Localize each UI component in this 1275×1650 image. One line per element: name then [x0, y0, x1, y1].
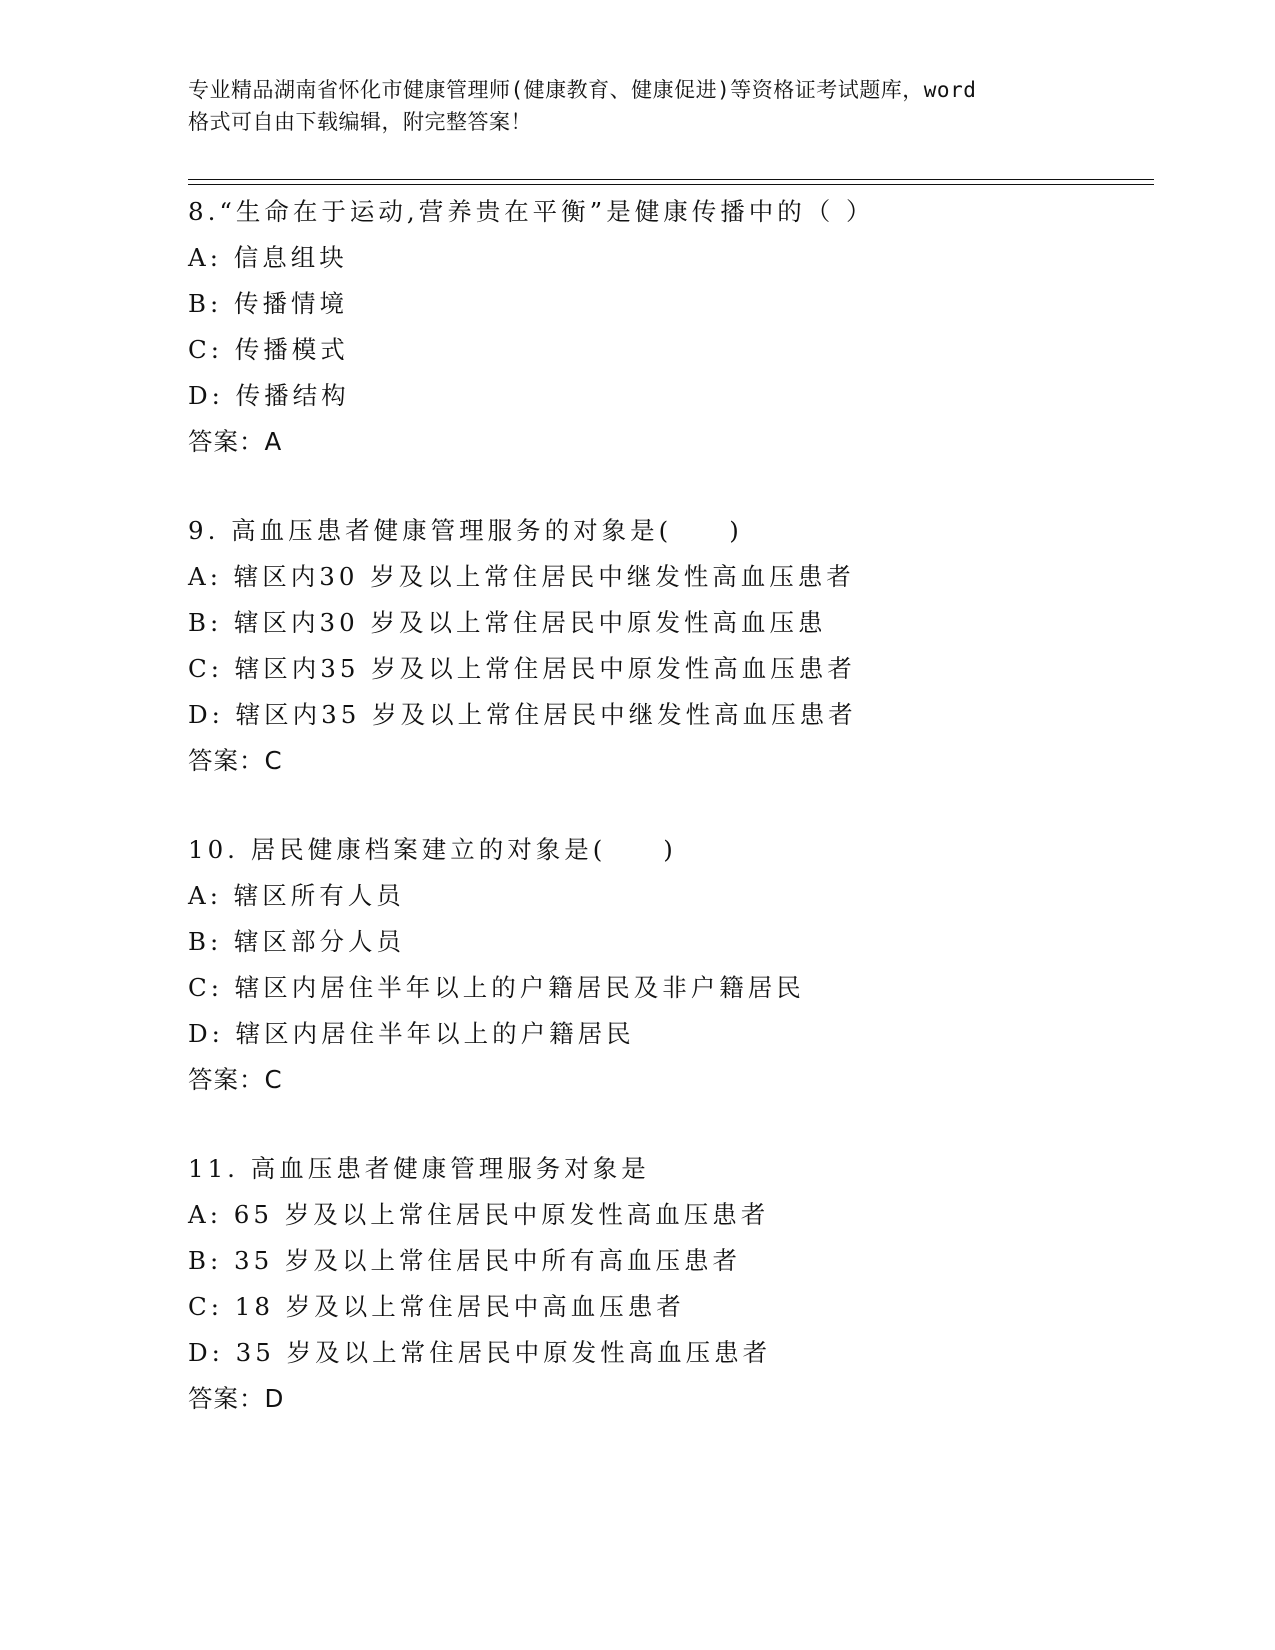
option-a: A: 65 岁及以上常住居民中原发性高血压患者 — [188, 1200, 770, 1229]
option-a: A: 辖区内30 岁及以上常住居民中继发性高血压患者 — [188, 562, 855, 591]
document-header — [188, 74, 1108, 138]
answer-label: 答案： — [188, 1384, 265, 1413]
answer-value: C — [264, 1065, 283, 1094]
answer-label: 答案： — [188, 427, 265, 456]
answer-value: D — [264, 1384, 285, 1413]
answer-row — [188, 738, 1168, 784]
question-8 — [188, 189, 1168, 465]
option-c: C: 辖区内35 岁及以上常住居民中原发性高血压患者 — [188, 654, 856, 683]
answer-row — [188, 1376, 1168, 1422]
option-d: D: 辖区内35 岁及以上常住居民中继发性高血压患者 — [188, 700, 857, 729]
question-11 — [188, 1146, 1168, 1422]
option-c: C: 辖区内居住半年以上的户籍居民及非户籍居民 — [188, 973, 805, 1002]
question-stem: 8.“生命在于运动,营养贵在平衡”是健康传播中的（ ） — [188, 197, 875, 226]
header-divider-top — [188, 179, 1154, 180]
answer-label: 答案： — [188, 746, 265, 775]
option-d: D: 35 岁及以上常住居民中原发性高血压患者 — [188, 1338, 772, 1367]
answer-value: C — [264, 746, 283, 775]
option-b: B: 35 岁及以上常住居民中所有高血压患者 — [188, 1246, 742, 1275]
option-c: C: 18 岁及以上常住居民中高血压患者 — [188, 1292, 685, 1321]
header-line-2: 格式可自由下载编辑，附完整答案！ — [188, 110, 532, 134]
answer-value: A — [264, 427, 283, 456]
answer-label: 答案： — [188, 1065, 265, 1094]
question-10 — [188, 827, 1168, 1103]
option-b: B: 辖区内30 岁及以上常住居民中原发性高血压患 — [188, 608, 827, 637]
answer-row — [188, 1057, 1168, 1103]
question-stem: 11. 高血压患者健康管理服务对象是 — [188, 1154, 650, 1183]
option-a: A: 信息组块 — [188, 243, 348, 272]
option-b: B: 传播情境 — [188, 289, 349, 318]
option-d: D: 辖区内居住半年以上的户籍居民 — [188, 1019, 635, 1048]
header-line-1: 专业精品湖南省怀化市健康管理师(健康教育、健康促进)等资格证考试题库，word — [188, 78, 977, 102]
option-a: A: 辖区所有人员 — [188, 881, 405, 910]
option-d: D: 传播结构 — [188, 381, 350, 410]
option-c: C: 传播模式 — [188, 335, 349, 364]
question-stem: 10. 居民健康档案建立的对象是( ) — [188, 835, 677, 864]
question-9 — [188, 508, 1168, 784]
option-b: B: 辖区部分人员 — [188, 927, 406, 956]
question-stem: 9. 高血压患者健康管理服务的对象是( ) — [188, 516, 743, 545]
header-divider-bottom — [188, 184, 1154, 185]
answer-row — [188, 419, 1168, 465]
